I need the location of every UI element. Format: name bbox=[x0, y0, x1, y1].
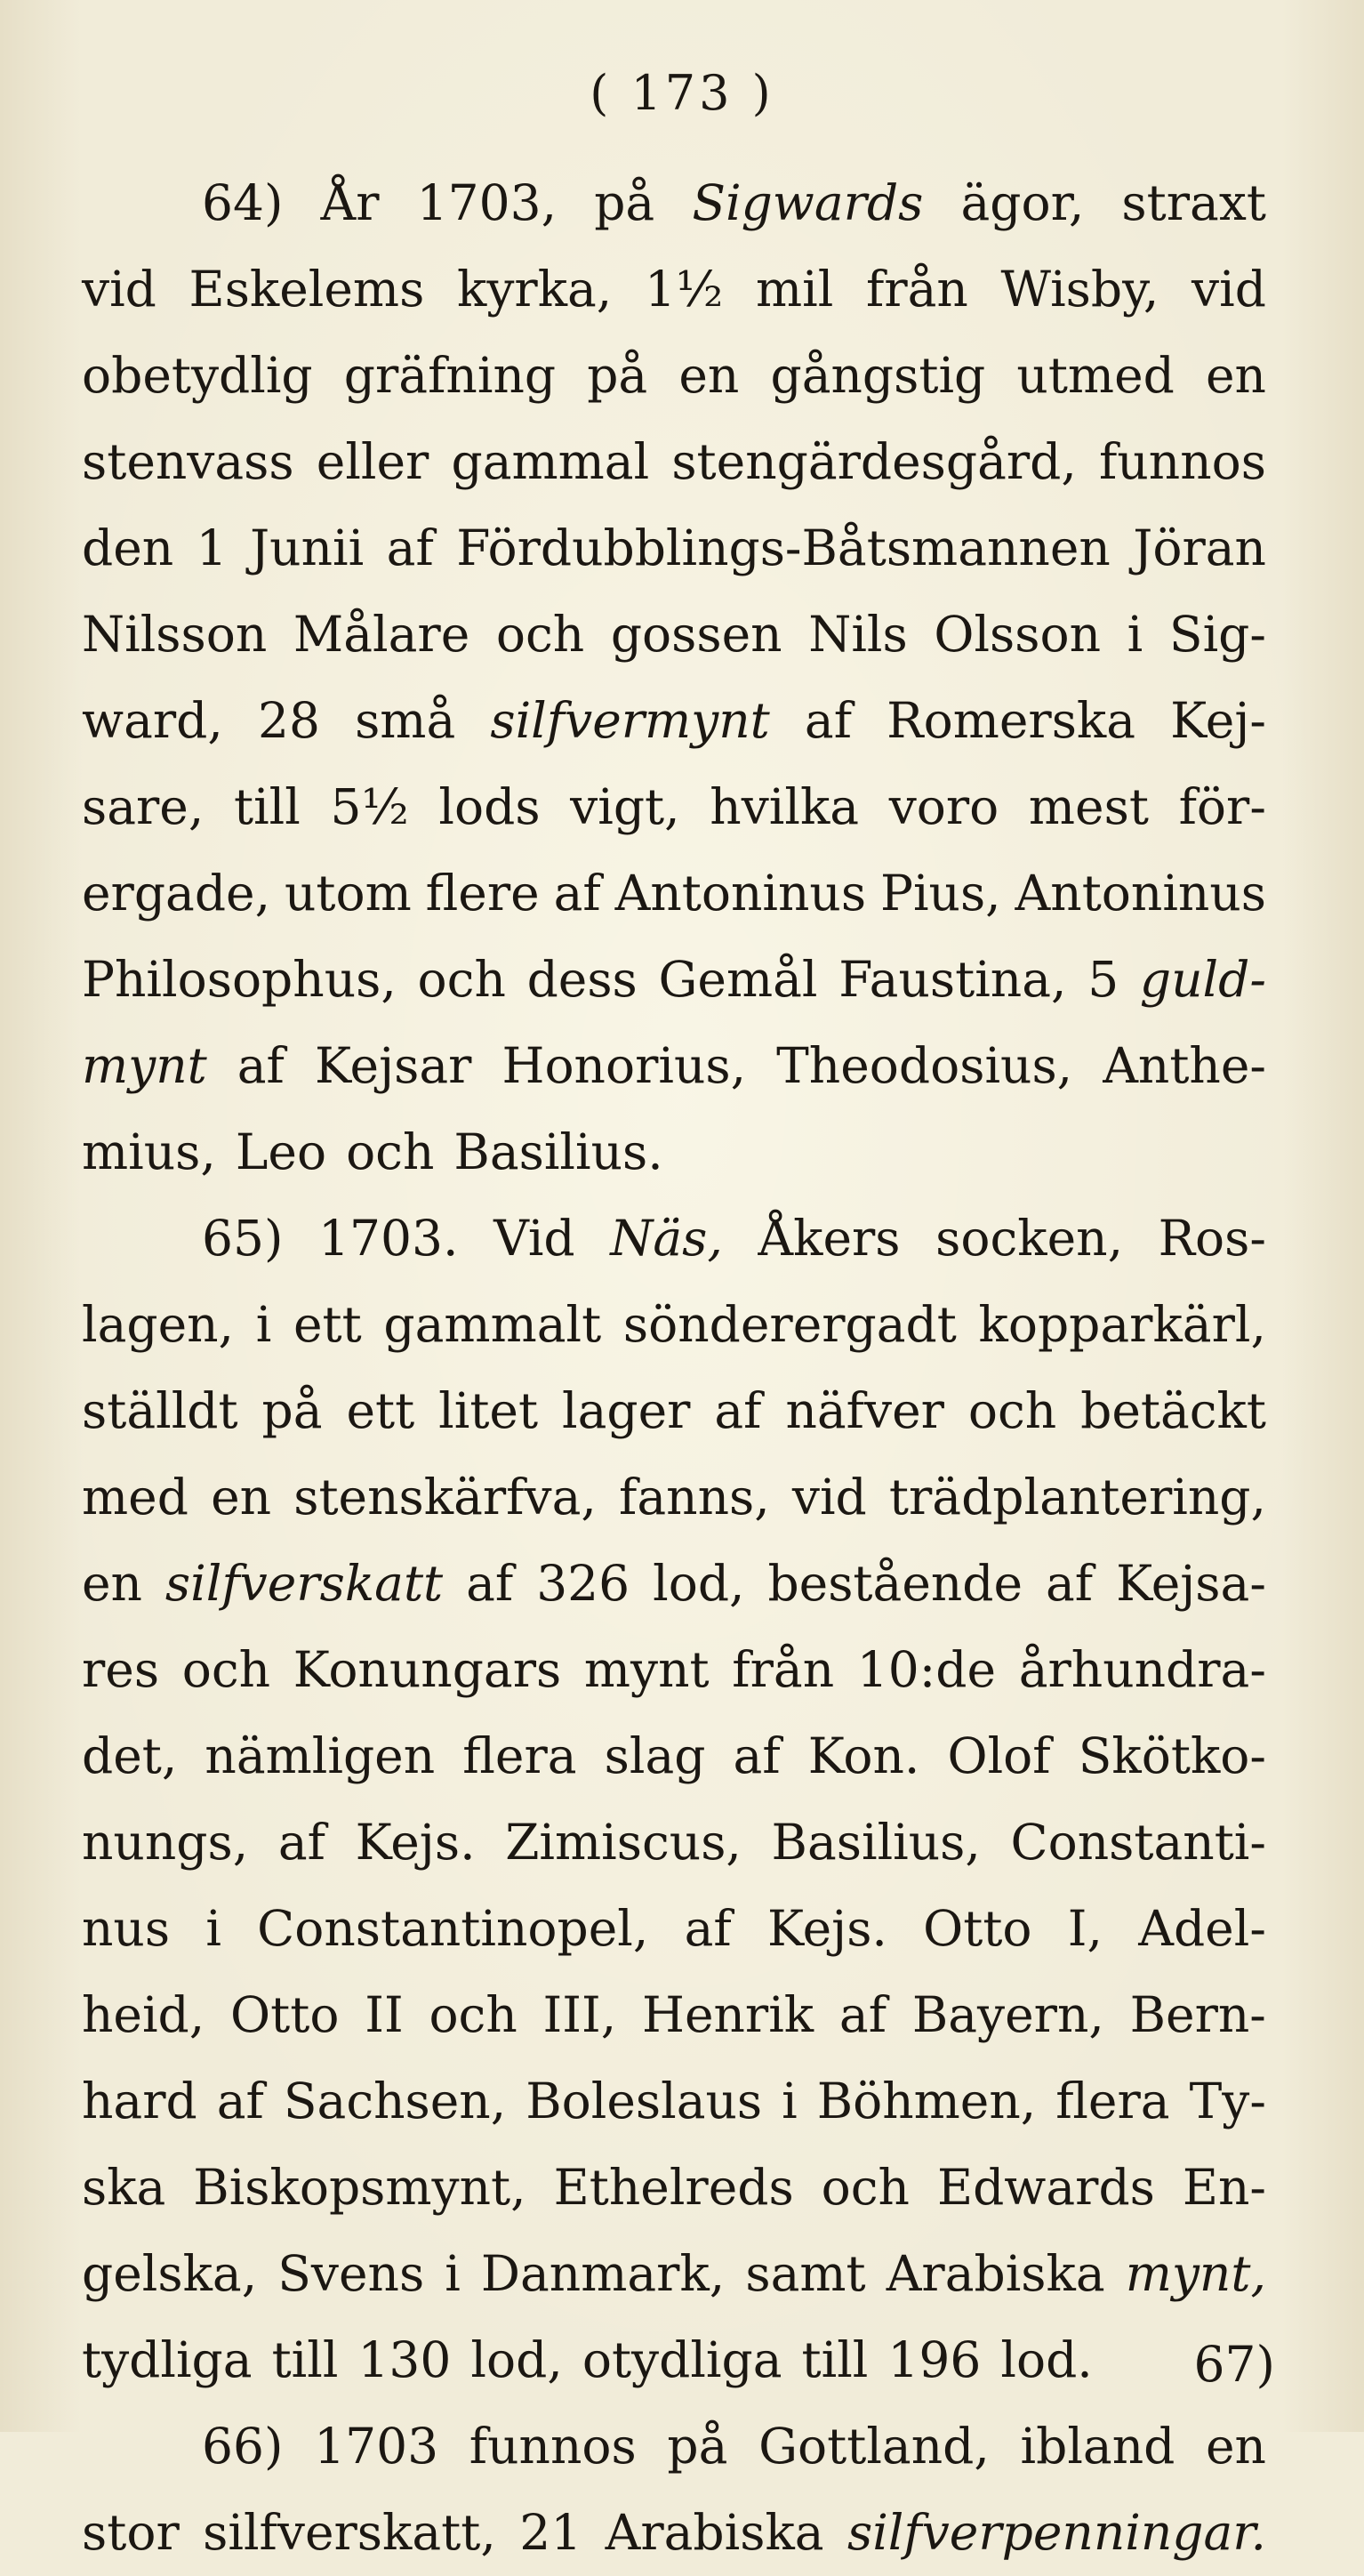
word: Kejsa- bbox=[1116, 1555, 1266, 1612]
word: III, bbox=[542, 1986, 617, 2043]
word: Antoninus bbox=[1015, 865, 1266, 922]
word: mius, bbox=[82, 1123, 216, 1180]
page-header: ( 173 ) bbox=[590, 65, 774, 121]
word: Gottland, bbox=[758, 2418, 990, 2475]
word: Adel- bbox=[1138, 1900, 1266, 1957]
word: ägor, bbox=[960, 174, 1085, 231]
word: straxt bbox=[1121, 174, 1266, 231]
word: 64) bbox=[202, 174, 284, 231]
word: Junii bbox=[250, 519, 365, 576]
word: lod. bbox=[1000, 2331, 1093, 2388]
word: Kon. bbox=[807, 1727, 920, 1784]
word: Sig- bbox=[1168, 606, 1266, 663]
catchword: 67) bbox=[1193, 2336, 1275, 2393]
text-line bbox=[82, 1713, 1266, 1799]
word: Boleslaus bbox=[526, 2073, 763, 2129]
word: flere bbox=[425, 865, 540, 922]
word: lager bbox=[562, 1382, 691, 1439]
word: århundra- bbox=[1018, 1641, 1266, 1698]
word: heid, bbox=[82, 1986, 205, 2043]
word: lagen, bbox=[82, 1296, 235, 1353]
word: kopparkärl, bbox=[978, 1296, 1266, 1353]
word: Näs, bbox=[610, 1210, 723, 1267]
word: dess bbox=[526, 951, 638, 1008]
word: sare, bbox=[82, 778, 205, 835]
word: Constantinopel, bbox=[257, 1900, 649, 1957]
text-line bbox=[82, 1454, 1266, 1541]
word: på bbox=[261, 1382, 323, 1439]
word: gelska, bbox=[82, 2245, 258, 2302]
word: och bbox=[967, 1382, 1057, 1439]
word: 326 bbox=[536, 1555, 630, 1612]
word: en bbox=[1205, 347, 1266, 404]
word: ward, bbox=[82, 692, 223, 749]
word: Ethelreds bbox=[553, 2159, 794, 2216]
word: Åkers bbox=[758, 1210, 901, 1267]
text-line bbox=[82, 2058, 1266, 2145]
word: funnos bbox=[1099, 433, 1266, 490]
word: Otto bbox=[923, 1900, 1032, 1957]
text-line bbox=[82, 678, 1266, 764]
word: ska bbox=[82, 2159, 166, 2216]
word: Basilius, bbox=[771, 1814, 981, 1871]
word: Anthe- bbox=[1103, 1037, 1266, 1094]
word: Svens bbox=[277, 2245, 425, 2302]
word: lods bbox=[438, 778, 541, 835]
word: 1 bbox=[196, 519, 228, 576]
word: en bbox=[678, 347, 740, 404]
word: silfverskatt, bbox=[203, 2504, 496, 2561]
word: Olof bbox=[947, 1727, 1051, 1784]
word: Pius, bbox=[879, 865, 1001, 922]
word: och bbox=[346, 1123, 435, 1180]
word: voro bbox=[888, 778, 999, 835]
word: af bbox=[386, 519, 434, 576]
word: gossen bbox=[610, 606, 782, 663]
word: res bbox=[82, 1641, 160, 1698]
word: till bbox=[233, 778, 301, 835]
word: en bbox=[1206, 2418, 1266, 2475]
word: lod, bbox=[470, 2331, 563, 2388]
word: trädplantering, bbox=[888, 1469, 1266, 1525]
text-line bbox=[82, 1282, 1266, 1368]
word: stengärdesgård, bbox=[671, 433, 1077, 490]
word: II bbox=[365, 1986, 404, 2043]
word: En- bbox=[1182, 2159, 1266, 2216]
word: 65) bbox=[202, 1210, 284, 1267]
word: vigt, bbox=[570, 778, 680, 835]
word: af bbox=[804, 692, 853, 749]
word: Wisby, bbox=[1000, 261, 1159, 318]
word: Nils bbox=[808, 606, 908, 663]
word: Otto bbox=[230, 1986, 340, 2043]
word: Skötko- bbox=[1078, 1727, 1266, 1784]
word: på bbox=[667, 2418, 728, 2475]
word: Eskelems bbox=[189, 261, 425, 318]
word: med bbox=[82, 1469, 189, 1525]
word: fanns, bbox=[619, 1469, 770, 1525]
word: Gemål bbox=[658, 951, 818, 1008]
word: lod, bbox=[653, 1555, 745, 1612]
word: och bbox=[417, 951, 506, 1008]
word: 1703, bbox=[416, 174, 558, 231]
word: på bbox=[587, 347, 648, 404]
word: Kejs. bbox=[355, 1814, 476, 1871]
word: Bayern, bbox=[911, 1986, 1104, 2043]
word: Ty- bbox=[1189, 2073, 1266, 2129]
word: Fördubblings-Båtsmannen bbox=[456, 519, 1111, 576]
word: af bbox=[714, 1382, 762, 1439]
word: utom bbox=[284, 865, 412, 922]
word: af bbox=[216, 2073, 264, 2129]
word: den bbox=[82, 519, 174, 576]
body-text bbox=[82, 160, 1266, 2576]
word: 1½ bbox=[644, 261, 724, 318]
word: hvilka bbox=[710, 778, 860, 835]
word: af bbox=[684, 1900, 732, 1957]
text-line bbox=[82, 2490, 1266, 2576]
word: 1703 bbox=[314, 2418, 439, 2475]
word: en bbox=[82, 1555, 142, 1612]
word: gångstig bbox=[770, 347, 986, 404]
word: mest bbox=[1028, 778, 1149, 835]
text-line bbox=[82, 505, 1266, 592]
word: guld- bbox=[1139, 951, 1266, 1008]
word: Kejs. bbox=[766, 1900, 887, 1957]
word: Nilsson bbox=[82, 606, 268, 663]
word: Bern- bbox=[1129, 1986, 1266, 2043]
text-line bbox=[82, 1799, 1266, 1886]
word: samt bbox=[745, 2245, 866, 2302]
word: flera bbox=[1055, 2073, 1170, 2129]
word: tydliga bbox=[82, 2331, 253, 2388]
text-line bbox=[82, 1109, 1266, 1195]
text-line bbox=[82, 1023, 1266, 1109]
word: stenskärfva, bbox=[293, 1469, 597, 1525]
word: obetydlig bbox=[82, 347, 313, 404]
word: i bbox=[445, 2245, 461, 2302]
word: och bbox=[429, 1986, 518, 2043]
word: af bbox=[237, 1037, 285, 1094]
word: kyrka, bbox=[457, 261, 613, 318]
word: gräfning bbox=[343, 347, 557, 404]
text-line bbox=[82, 1972, 1266, 2058]
word: det, bbox=[82, 1727, 178, 1784]
word: gammal bbox=[451, 433, 650, 490]
word: silfverskatt bbox=[164, 1555, 444, 1612]
word: stor bbox=[82, 2504, 180, 2561]
word: 28 bbox=[257, 692, 320, 749]
word: af bbox=[553, 865, 601, 922]
word: Romerska bbox=[887, 692, 1136, 749]
word: för- bbox=[1178, 778, 1266, 835]
text-line bbox=[82, 2145, 1266, 2231]
word: näfver bbox=[785, 1382, 944, 1439]
word: Henrik bbox=[641, 1986, 814, 2043]
word: bestående bbox=[767, 1555, 1023, 1612]
word: Arabiska bbox=[605, 2504, 824, 2561]
word: Biskopsmynt, bbox=[193, 2159, 526, 2216]
word: Danmark, bbox=[480, 2245, 726, 2302]
word: 10:de bbox=[856, 1641, 997, 1698]
word: i bbox=[782, 2073, 798, 2129]
word: i bbox=[255, 1296, 272, 1353]
text-line bbox=[82, 333, 1266, 419]
word: Edwards bbox=[936, 2159, 1155, 2216]
word: 21 bbox=[519, 2504, 582, 2561]
word: mynt bbox=[583, 1641, 710, 1698]
text-line bbox=[82, 160, 1266, 246]
text-line bbox=[82, 419, 1266, 505]
word: År bbox=[320, 174, 380, 231]
word: vid bbox=[1191, 261, 1266, 318]
word: 5 bbox=[1087, 951, 1119, 1008]
word: af bbox=[733, 1727, 781, 1784]
word: i bbox=[205, 1900, 221, 1957]
word: ett bbox=[293, 1296, 362, 1353]
word: funnos bbox=[469, 2418, 637, 2475]
word: 1703. bbox=[318, 1210, 459, 1267]
text-line bbox=[82, 2403, 1266, 2490]
text-line bbox=[82, 2231, 1266, 2317]
word: till bbox=[271, 2331, 339, 2388]
word: nämligen bbox=[205, 1727, 436, 1784]
word: 196 bbox=[887, 2331, 982, 2388]
word: Theodosius, bbox=[776, 1037, 1073, 1094]
word: Ros- bbox=[1158, 1210, 1266, 1267]
word: en bbox=[211, 1469, 272, 1525]
word: från bbox=[865, 261, 968, 318]
word: Olsson bbox=[934, 606, 1102, 663]
word: af bbox=[466, 1555, 514, 1612]
word: och bbox=[821, 2159, 910, 2216]
word: 130 bbox=[357, 2331, 452, 2388]
text-line bbox=[82, 764, 1266, 850]
word: Konungars bbox=[293, 1641, 562, 1698]
word: mynt bbox=[82, 1037, 207, 1094]
word: Sachsen, bbox=[283, 2073, 507, 2129]
word: mynt, bbox=[1125, 2245, 1266, 2302]
word: sönderergadt bbox=[622, 1296, 957, 1353]
word: Antoninus bbox=[614, 865, 867, 922]
word: litet bbox=[438, 1382, 539, 1439]
word: Kejsar bbox=[314, 1037, 472, 1094]
text-line bbox=[82, 850, 1266, 937]
word: Målare bbox=[293, 606, 470, 663]
word: Honorius, bbox=[501, 1037, 747, 1094]
word: vid bbox=[791, 1469, 867, 1525]
word: till bbox=[801, 2331, 869, 2388]
word: socken, bbox=[935, 1210, 1124, 1267]
word: utmed bbox=[1016, 347, 1175, 404]
word: Kej- bbox=[1170, 692, 1266, 749]
word: från bbox=[732, 1641, 835, 1698]
word: af bbox=[277, 1814, 325, 1871]
word: ergade, bbox=[82, 865, 271, 922]
word: Leo bbox=[235, 1123, 327, 1180]
word: 66) bbox=[202, 2418, 284, 2475]
word: på bbox=[594, 174, 655, 231]
word: mil bbox=[755, 261, 834, 318]
text-line bbox=[82, 937, 1266, 1023]
text-line bbox=[82, 1368, 1266, 1454]
word: betäckt bbox=[1080, 1382, 1266, 1439]
word: i bbox=[1127, 606, 1143, 663]
word: Arabiska bbox=[886, 2245, 1105, 2302]
word: Zimiscus, bbox=[505, 1814, 742, 1871]
word: I, bbox=[1067, 1900, 1103, 1957]
word: af bbox=[1046, 1555, 1094, 1612]
text-line bbox=[82, 1195, 1266, 1282]
word: 5½ bbox=[330, 778, 409, 835]
text-line bbox=[82, 592, 1266, 678]
word: Constanti- bbox=[1010, 1814, 1266, 1871]
text-line bbox=[82, 1541, 1266, 1627]
word: eller bbox=[316, 433, 429, 490]
word: och bbox=[181, 1641, 271, 1698]
word: silfvermynt bbox=[490, 692, 770, 749]
word: Faustina, bbox=[838, 951, 1067, 1008]
word: Sigwards bbox=[692, 174, 924, 231]
word: små bbox=[355, 692, 456, 749]
text-line bbox=[82, 1886, 1266, 1972]
word: Basilius. bbox=[453, 1123, 663, 1180]
word: och bbox=[495, 606, 585, 663]
word: Böhmen, bbox=[816, 2073, 1037, 2129]
word: otydliga bbox=[582, 2331, 782, 2388]
word: Jöran bbox=[1133, 519, 1266, 576]
word: nus bbox=[82, 1900, 171, 1957]
word: nungs, bbox=[82, 1814, 249, 1871]
word: ett bbox=[346, 1382, 415, 1439]
word: vid bbox=[82, 261, 156, 318]
word: ibland bbox=[1020, 2418, 1175, 2475]
word: stenvass bbox=[82, 433, 294, 490]
word: ställdt bbox=[82, 1382, 238, 1439]
word: gammalt bbox=[383, 1296, 602, 1353]
word: silfverpenningar. bbox=[846, 2504, 1266, 2561]
word: hard bbox=[82, 2073, 197, 2129]
text-line bbox=[82, 2317, 1266, 2403]
text-line bbox=[82, 246, 1266, 333]
text-line bbox=[82, 1627, 1266, 1713]
word: af bbox=[838, 1986, 887, 2043]
word: slag bbox=[604, 1727, 706, 1784]
word: Philosophus, bbox=[82, 951, 397, 1008]
word: flera bbox=[462, 1727, 577, 1784]
word: Vid bbox=[493, 1210, 575, 1267]
